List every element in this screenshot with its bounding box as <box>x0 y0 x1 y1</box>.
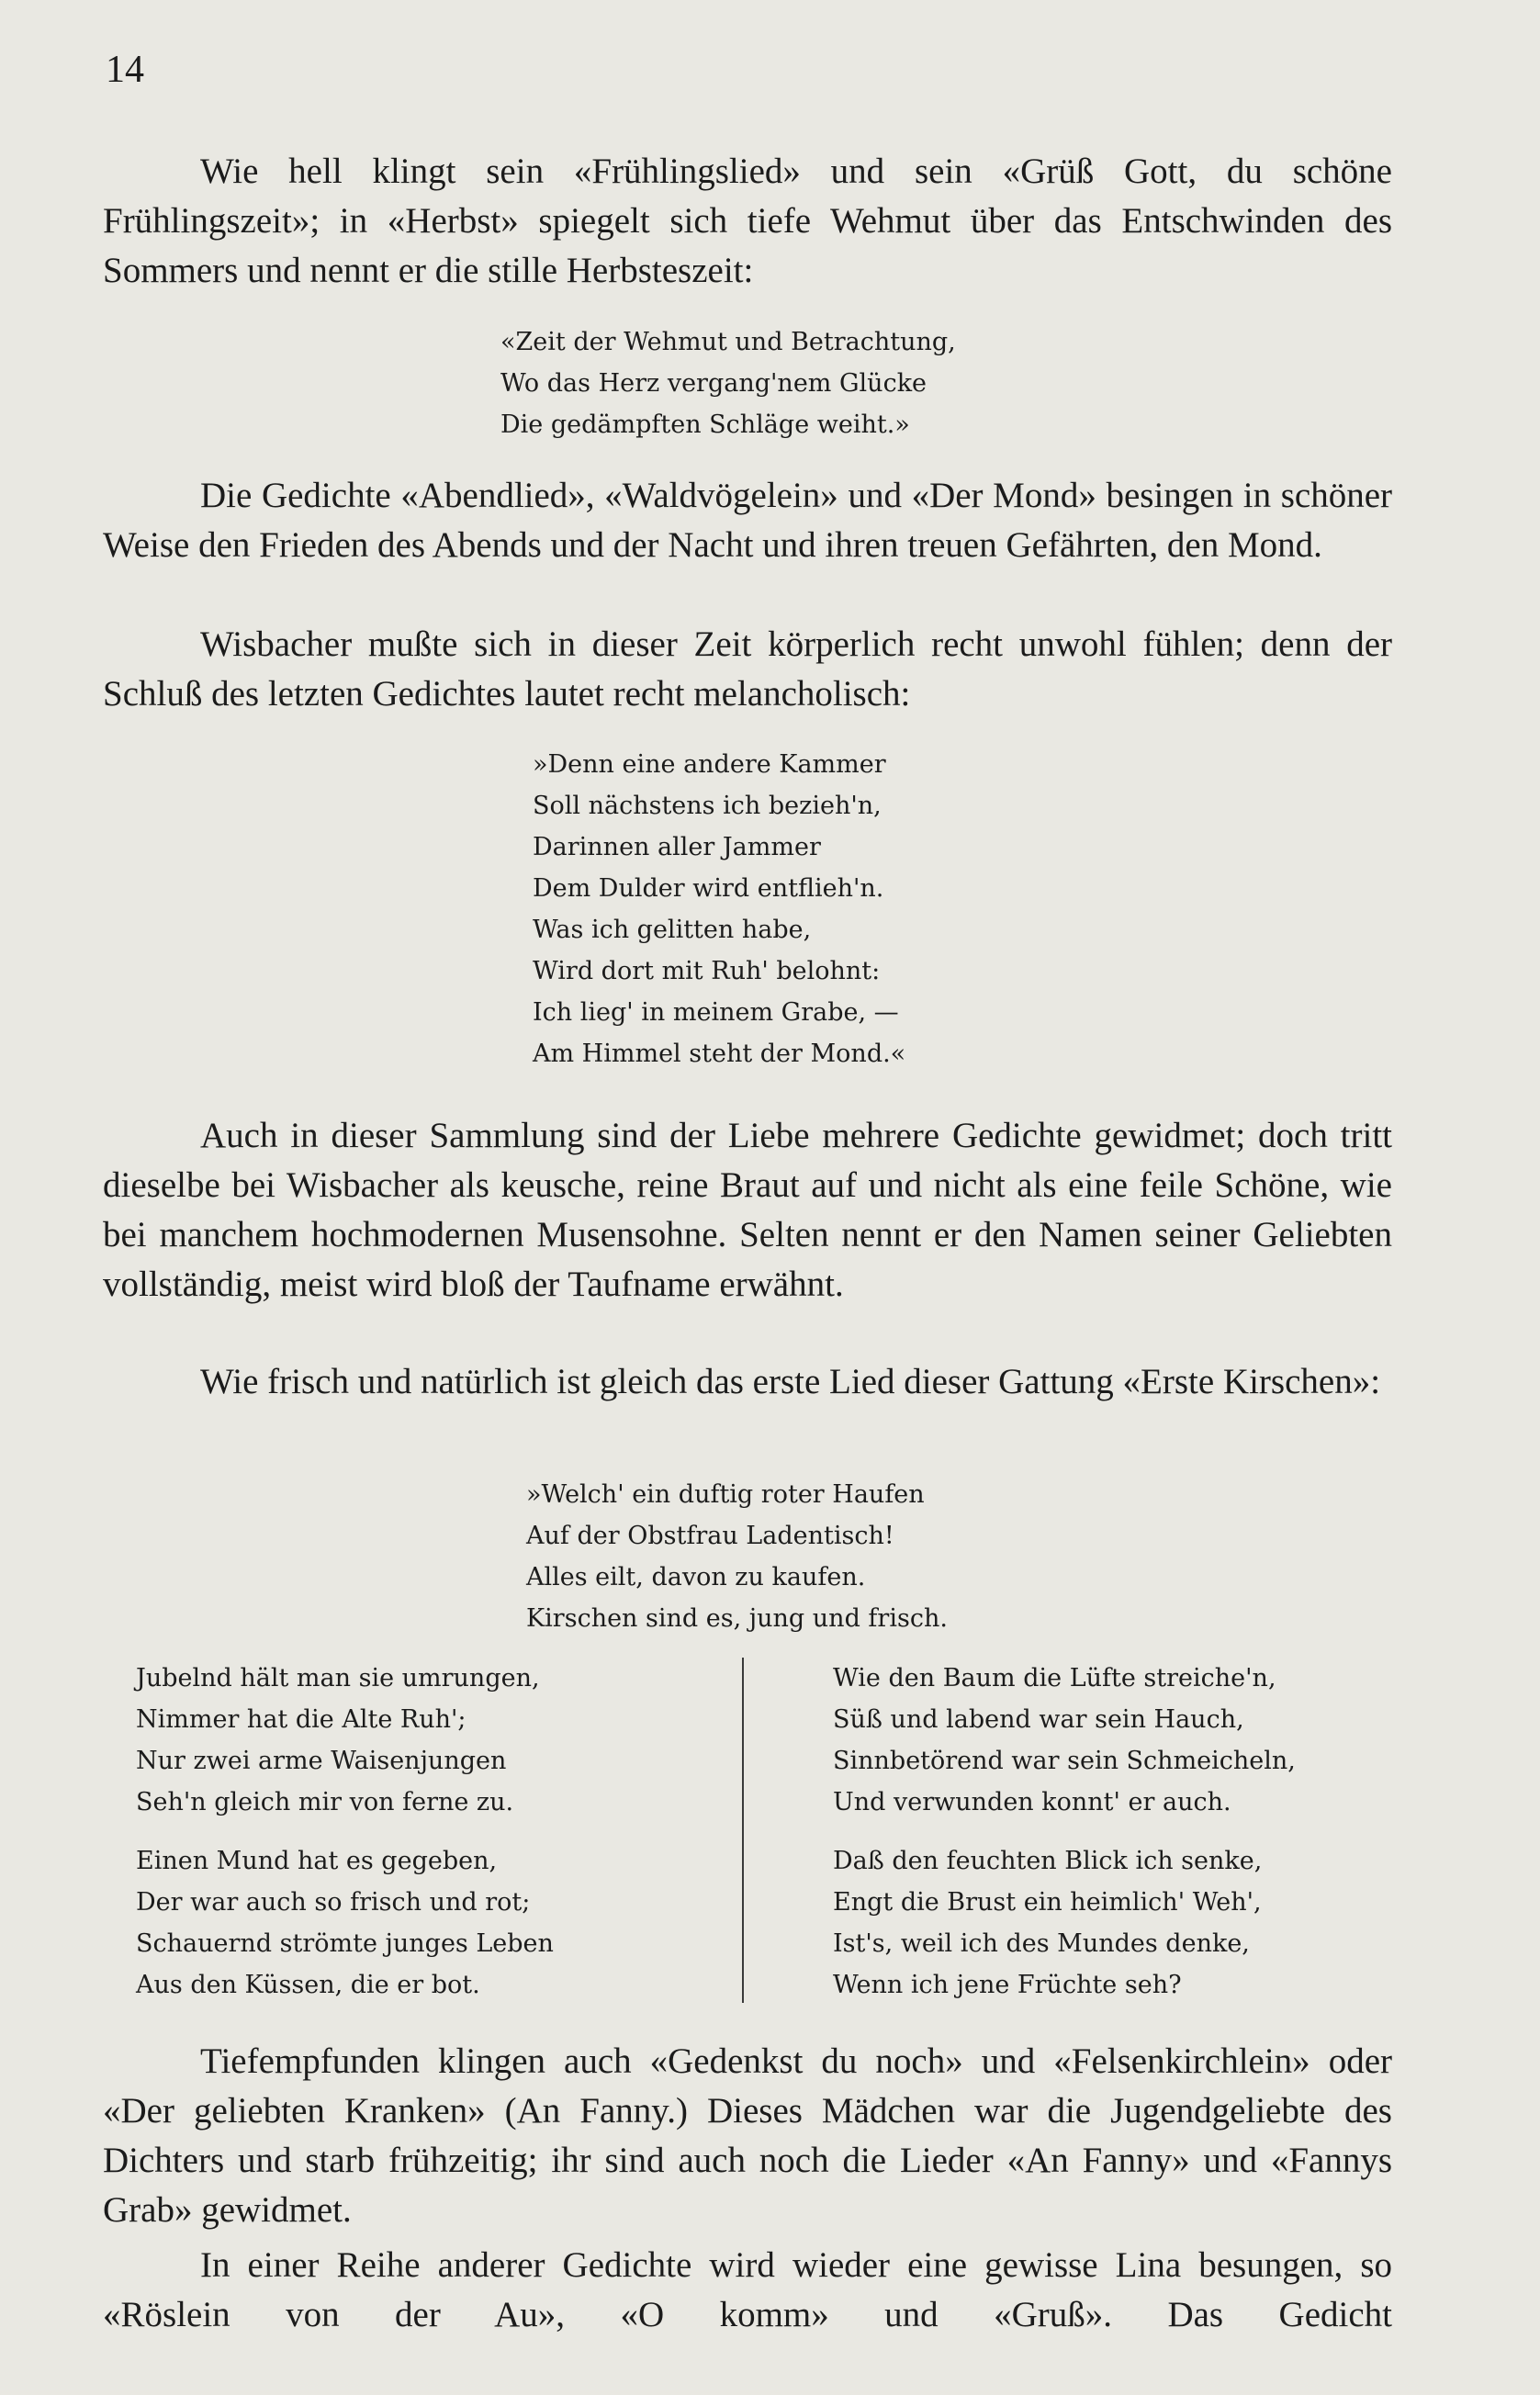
verse-line: Wird dort mit Ruh' belohnt: <box>533 957 881 985</box>
verse-line: Daß den feuchten Blick ich senke, <box>833 1847 1263 1875</box>
verse-line: Sinnbetörend war sein Schmeicheln, <box>833 1747 1296 1775</box>
verse-line: Wie den Baum die Lüfte streiche'n, <box>833 1664 1276 1692</box>
verse-line: Süß und labend war sein Hauch, <box>833 1705 1244 1734</box>
paragraph-felsenkirchlein: Tiefempfunden klingen auch «Gedenkst du noch» und «Felsenkirchlein» oder «Der geliebten Kranken» (An Fanny.) Dieses Mädchen war die Jugendgeliebte des Dichters und starb frühzeitig; ihr sind auch noch die Lieder «An Fanny» und «Fannys Grab» gewidmet. <box>103 2041 1392 2230</box>
verse-line: Ich lieg' in meinem Grabe, — <box>533 998 899 1027</box>
verse-line: »Welch' ein duftig roter Haufen <box>526 1480 925 1509</box>
verse-line: Was ich gelitten habe, <box>533 916 812 944</box>
verse-line: Wenn ich jene Früchte seh? <box>833 1971 1182 1999</box>
poem-kirschen-left-column <box>136 1658 554 2006</box>
verse-line: »Denn eine andere Kammer <box>533 750 886 779</box>
paragraph-lina: In einer Reihe anderer Gedichte wird wieder eine gewisse Lina besungen, so «Röslein von der Au», «O komm» und «Gruß». Das Gedicht <box>103 2245 1392 2334</box>
paragraph-fruehlingslied: Wie hell klingt sein «Frühlingslied» und sein «Grüß Gott, du schöne Frühlingszeit»; in «Herbst» spiegelt sich tiefe Wehmut über das Entschwinden des Sommers und nennt er die stille Herbsteszeit: <box>103 152 1392 290</box>
verse-line: Soll nächstens ich bezieh'n, <box>533 792 882 820</box>
verse-line: Ist's, weil ich des Mundes denke, <box>833 1929 1250 1958</box>
verse-line: Nimmer hat die Alte Ruh'; <box>136 1705 466 1734</box>
paragraph-wisbacher-unwohl: Wisbacher mußte sich in dieser Zeit körperlich recht unwohl fühlen; denn der Schluß des letzten Gedichtes lautet recht melancholisch: <box>103 624 1392 714</box>
verse-line: Der war auch so frisch und rot; <box>136 1888 531 1917</box>
verse-line: Am Himmel steht der Mond.« <box>533 1040 906 1068</box>
page-number: 14 <box>106 49 144 91</box>
column-divider <box>742 1658 744 2003</box>
verse-line: Aus den Küssen, die er bot. <box>136 1971 480 1999</box>
verse-line: Und verwunden konnt' er auch. <box>833 1788 1231 1816</box>
verse-line: Engt die Brust ein heimlich' Weh', <box>833 1888 1262 1917</box>
verse-line: Dem Dulder wird entflieh'n. <box>533 874 884 903</box>
verse-line: Seh'n gleich mir von ferne zu. <box>136 1788 514 1816</box>
verse-line: Jubelnd hält man sie umrungen, <box>136 1664 540 1692</box>
paragraph-liebe: Auch in dieser Sammlung sind der Liebe mehrere Gedichte gewidmet; doch tritt dieselbe bei Wisbacher als keusche, reine Braut auf und nicht als eine feile Schöne, wie bei manchem hochmodernen Musensohne. Selten nennt er den Namen seiner Geliebten vollständig, meist wird bloß der Taufname erwähnt. <box>103 1116 1392 1304</box>
paragraph-erste-kirschen: Wie frisch und natürlich ist gleich das erste Lied dieser Gattung «Erste Kirschen»: <box>200 1362 1381 1401</box>
verse-line: Alles eilt, davon zu kaufen. <box>526 1563 866 1591</box>
poem-herbst <box>500 321 956 445</box>
verse-line: «Zeit der Wehmut und Betrachtung, <box>500 328 956 356</box>
poem-kirschen-right-column <box>833 1658 1296 2006</box>
verse-line: Darinnen aller Jammer <box>533 833 821 861</box>
verse-line: Auf der Obstfrau Ladentisch! <box>526 1522 894 1550</box>
verse-line: Nur zwei arme Waisenjungen <box>136 1747 507 1775</box>
poem-kirschen-intro <box>526 1474 948 1639</box>
verse-line: Wo das Herz vergang'nem Glücke <box>500 369 927 398</box>
verse-line: Kirschen sind es, jung und frisch. <box>526 1604 948 1633</box>
verse-line: Schauernd strömte junges Leben <box>136 1929 554 1958</box>
poem-der-mond <box>533 744 905 1074</box>
verse-line: Einen Mund hat es gegeben, <box>136 1847 498 1875</box>
verse-line: Die gedämpften Schläge weiht.» <box>500 410 910 439</box>
paragraph-abendlied: Die Gedichte «Abendlied», «Waldvögelein» und «Der Mond» besingen in schöner Weise den Frieden des Abends und der Nacht und ihren treuen Gefährten, den Mond. <box>103 476 1392 565</box>
